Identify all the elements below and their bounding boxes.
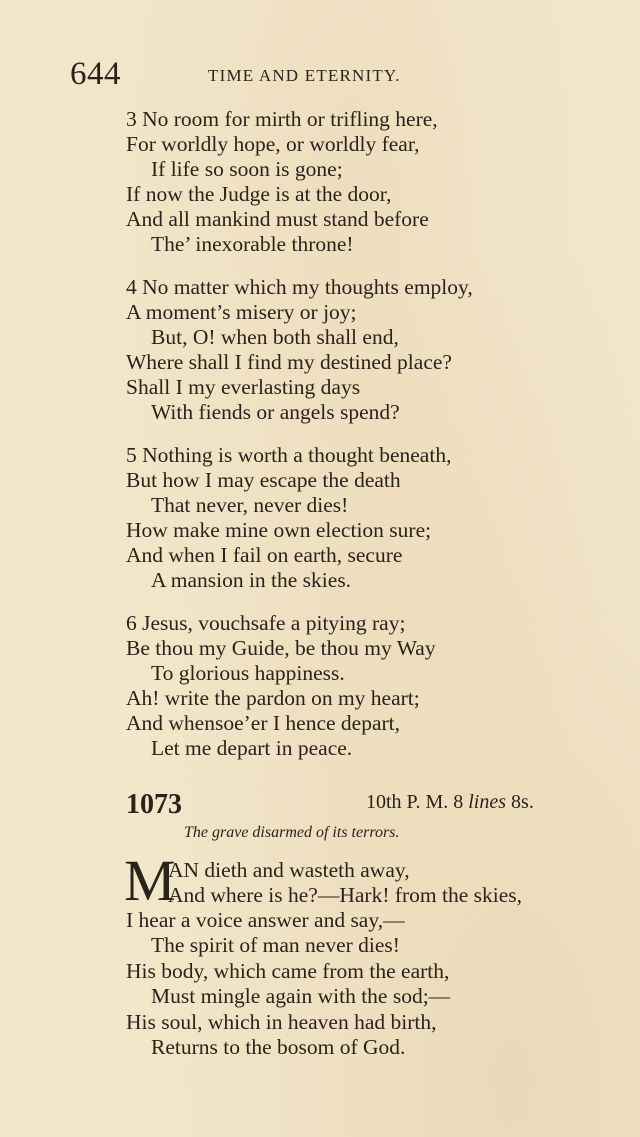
verse-line: 6 Jesus, vouchsafe a pitying ray; xyxy=(126,611,406,635)
verse-line: His soul, which in heaven had birth, xyxy=(126,1010,437,1034)
verse-line: 5 Nothing is worth a thought beneath, xyxy=(126,443,452,467)
page-number: 644 xyxy=(70,56,121,92)
verse-line: And where is he?—Hark! from the skies, xyxy=(168,883,523,907)
verse-line: AN dieth and wasteth away, xyxy=(168,858,410,882)
verse-line: With fiends or angels spend? xyxy=(151,400,400,424)
verse-line: Where shall I find my destined place? xyxy=(126,350,452,374)
hymn-meter xyxy=(366,791,534,814)
meter-suffix: 8s. xyxy=(511,791,534,813)
verse-line: Let me depart in peace. xyxy=(151,736,353,760)
verse-line: Shall I my everlasting days xyxy=(126,375,361,399)
verse-line: His body, which came from the earth, xyxy=(126,959,450,983)
verse-line: That never, never dies! xyxy=(151,493,349,517)
meter-prefix: 10th P. M. 8 xyxy=(366,791,464,813)
verse-line: Be thou my Guide, be thou my Way xyxy=(126,636,436,660)
running-head: TIME AND ETERNITY. xyxy=(208,66,401,85)
verse-line: And when I fail on earth, secure xyxy=(126,543,403,567)
verse-line: How make mine own election sure; xyxy=(126,518,432,542)
verse-line: Must mingle again with the sod;— xyxy=(151,984,451,1008)
verse-line: The spirit of man never dies! xyxy=(151,933,400,957)
page-header xyxy=(70,56,590,96)
verse-line: The’ inexorable throne! xyxy=(151,232,354,256)
hymn-subtitle: The grave disarmed of its terrors. xyxy=(184,824,400,841)
verse-line: To glorious happiness. xyxy=(151,661,345,685)
verse-line: For worldly hope, or worldly fear, xyxy=(126,132,420,156)
verse-line: Returns to the bosom of God. xyxy=(151,1035,406,1059)
hymn-number: 1073 xyxy=(126,789,182,820)
verse-line: If life so soon is gone; xyxy=(151,157,343,181)
verse-line: A moment’s misery or joy; xyxy=(126,300,357,324)
verse-line: But, O! when both shall end, xyxy=(151,325,399,349)
drop-cap: M xyxy=(124,848,176,913)
verse-line: 3 No room for mirth or trifling here, xyxy=(126,107,438,131)
verse-line: A mansion in the skies. xyxy=(151,568,352,592)
verse-line: But how I may escape the death xyxy=(126,468,401,492)
meter-italic: lines xyxy=(468,791,507,813)
verse-line: 4 No matter which my thoughts employ, xyxy=(126,275,473,299)
verse-line: I hear a voice answer and say,— xyxy=(126,908,405,932)
verse-line: If now the Judge is at the door, xyxy=(126,182,392,206)
verse-line: And all mankind must stand before xyxy=(126,207,429,231)
verse-line: And whensoe’er I hence depart, xyxy=(126,711,400,735)
verse-line: Ah! write the pardon on my heart; xyxy=(126,686,420,710)
